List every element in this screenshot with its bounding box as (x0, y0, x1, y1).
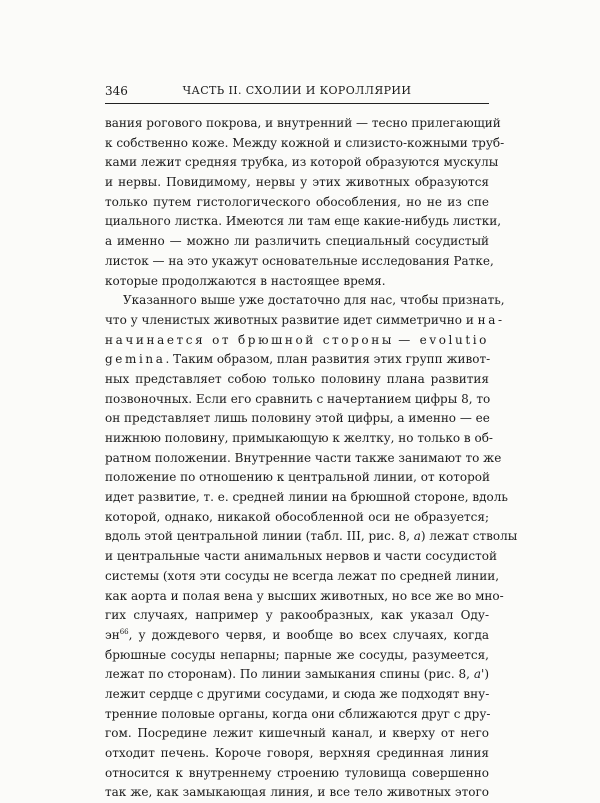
text-line: ных представляет собою только половину плана развития (105, 371, 489, 386)
spaced-text: — evolutio (398, 332, 489, 347)
text-line: положение по отношению к центральной линии, от которой (105, 470, 490, 485)
text-line: ратном положении. Внутренние части также занимают то же (105, 450, 502, 465)
spaced-text: gemina (105, 352, 166, 367)
text-line (105, 665, 489, 685)
body-text (105, 114, 518, 803)
text-line: и центральные части анимальных нервов и части сосудистой (105, 549, 498, 564)
text-line: тренние половые органы, когда они сближаются друг с дру- (105, 706, 491, 721)
text-run: , у дождевого червя, и вообще во всех случаях, когда (128, 627, 489, 642)
text-line: и нервы. Повидимому, нервы у этих животных образуются (105, 175, 489, 190)
figure-label: a' (473, 667, 485, 682)
text-run: ) (484, 667, 489, 682)
text-line: вания рогового покрова, и внутренний — тесно прилегающий (105, 116, 501, 130)
text-line: к собственно коже. Между кожной и слизисто-кожными труб- (105, 135, 505, 150)
text-run: что у членистых животных развитие идет симметрично и (105, 312, 474, 327)
text-line: так же, как замыкающая линия, и все тело животных этого (105, 785, 489, 800)
page-header (105, 82, 489, 100)
text-run: лежат по сторонам). По линии замыкания спины (рис. 8, (105, 667, 474, 682)
text-run: эн (105, 627, 120, 642)
text-line: ками лежит средняя трубка, из которой образуются мускулы (105, 155, 499, 170)
text-line (105, 311, 505, 331)
text-run: ) лежат стволы (420, 529, 518, 544)
text-line (105, 350, 489, 370)
text-line: он представляет лишь половину этой цифры, а именно — ее (105, 411, 490, 426)
spaced-text: на- (477, 312, 505, 327)
text-line: только путем гистологического обособления, но не из спе (105, 194, 489, 209)
text-line: идет развитие, т. е. средней линии на брюшной стороне, вдоль (105, 490, 508, 505)
text-line (105, 527, 518, 547)
text-line: листок — на это укажут основательные исследования Ратке, (105, 253, 494, 268)
text-line: а именно — можно ли различить специальный сосудистый (105, 234, 489, 249)
text-line: брюшные сосуды непарны; парные же сосуды, разумеется, (105, 647, 489, 662)
text-line: как аорта и полая вена у высших животных, но все же во мно- (105, 588, 504, 603)
text-line: позвоночных. Если его сравнить с начертанием цифры 8, то (105, 391, 491, 406)
header-rule (105, 103, 489, 104)
running-head: ЧАСТЬ II. СХОЛИИ И КОРОЛЛЯРИИ (182, 84, 412, 97)
footnote-ref: 66 (119, 627, 129, 636)
text-line: относится к внутреннему строению туловища совершенно (105, 765, 489, 780)
figure-label: a (413, 529, 421, 544)
text-run: вдоль этой центральной линии (табл. III, рис. 8, (105, 529, 414, 544)
text-line: отходит печень. Короче говоря, верхняя срединная линия (105, 746, 489, 760)
text-line: которой, однако, никакой обособленной оси не образуется; (105, 509, 489, 524)
text-line (105, 626, 489, 646)
text-line: гом. Посредине лежит кишечный канал, и кверху от него (105, 726, 489, 741)
spaced-text: начинается от брюшной стороны (105, 332, 394, 347)
text-line: лежит сердце с другими сосудами, и сюда же подходят вну- (105, 686, 490, 701)
text-line: Указанного выше уже достаточно для нас, чтобы признать, (123, 293, 505, 308)
text-line: гих случаях, например у ракообразных, как указал Оду- (105, 608, 489, 623)
text-line: нижнюю половину, примыкающую к желтку, но только в об- (105, 431, 493, 445)
text-line (105, 331, 489, 351)
text-line: системы (хотя эти сосуды не всегда лежат по средней линии, (105, 568, 500, 583)
text-line: циального листка. Имеются ли там еще какие-нибудь листки, (105, 214, 502, 229)
text-line: которые продолжаются в настоящее время. (105, 273, 386, 288)
page-number: 346 (105, 84, 128, 98)
text-run: . Таким образом, план развития этих групп живот- (165, 352, 491, 367)
